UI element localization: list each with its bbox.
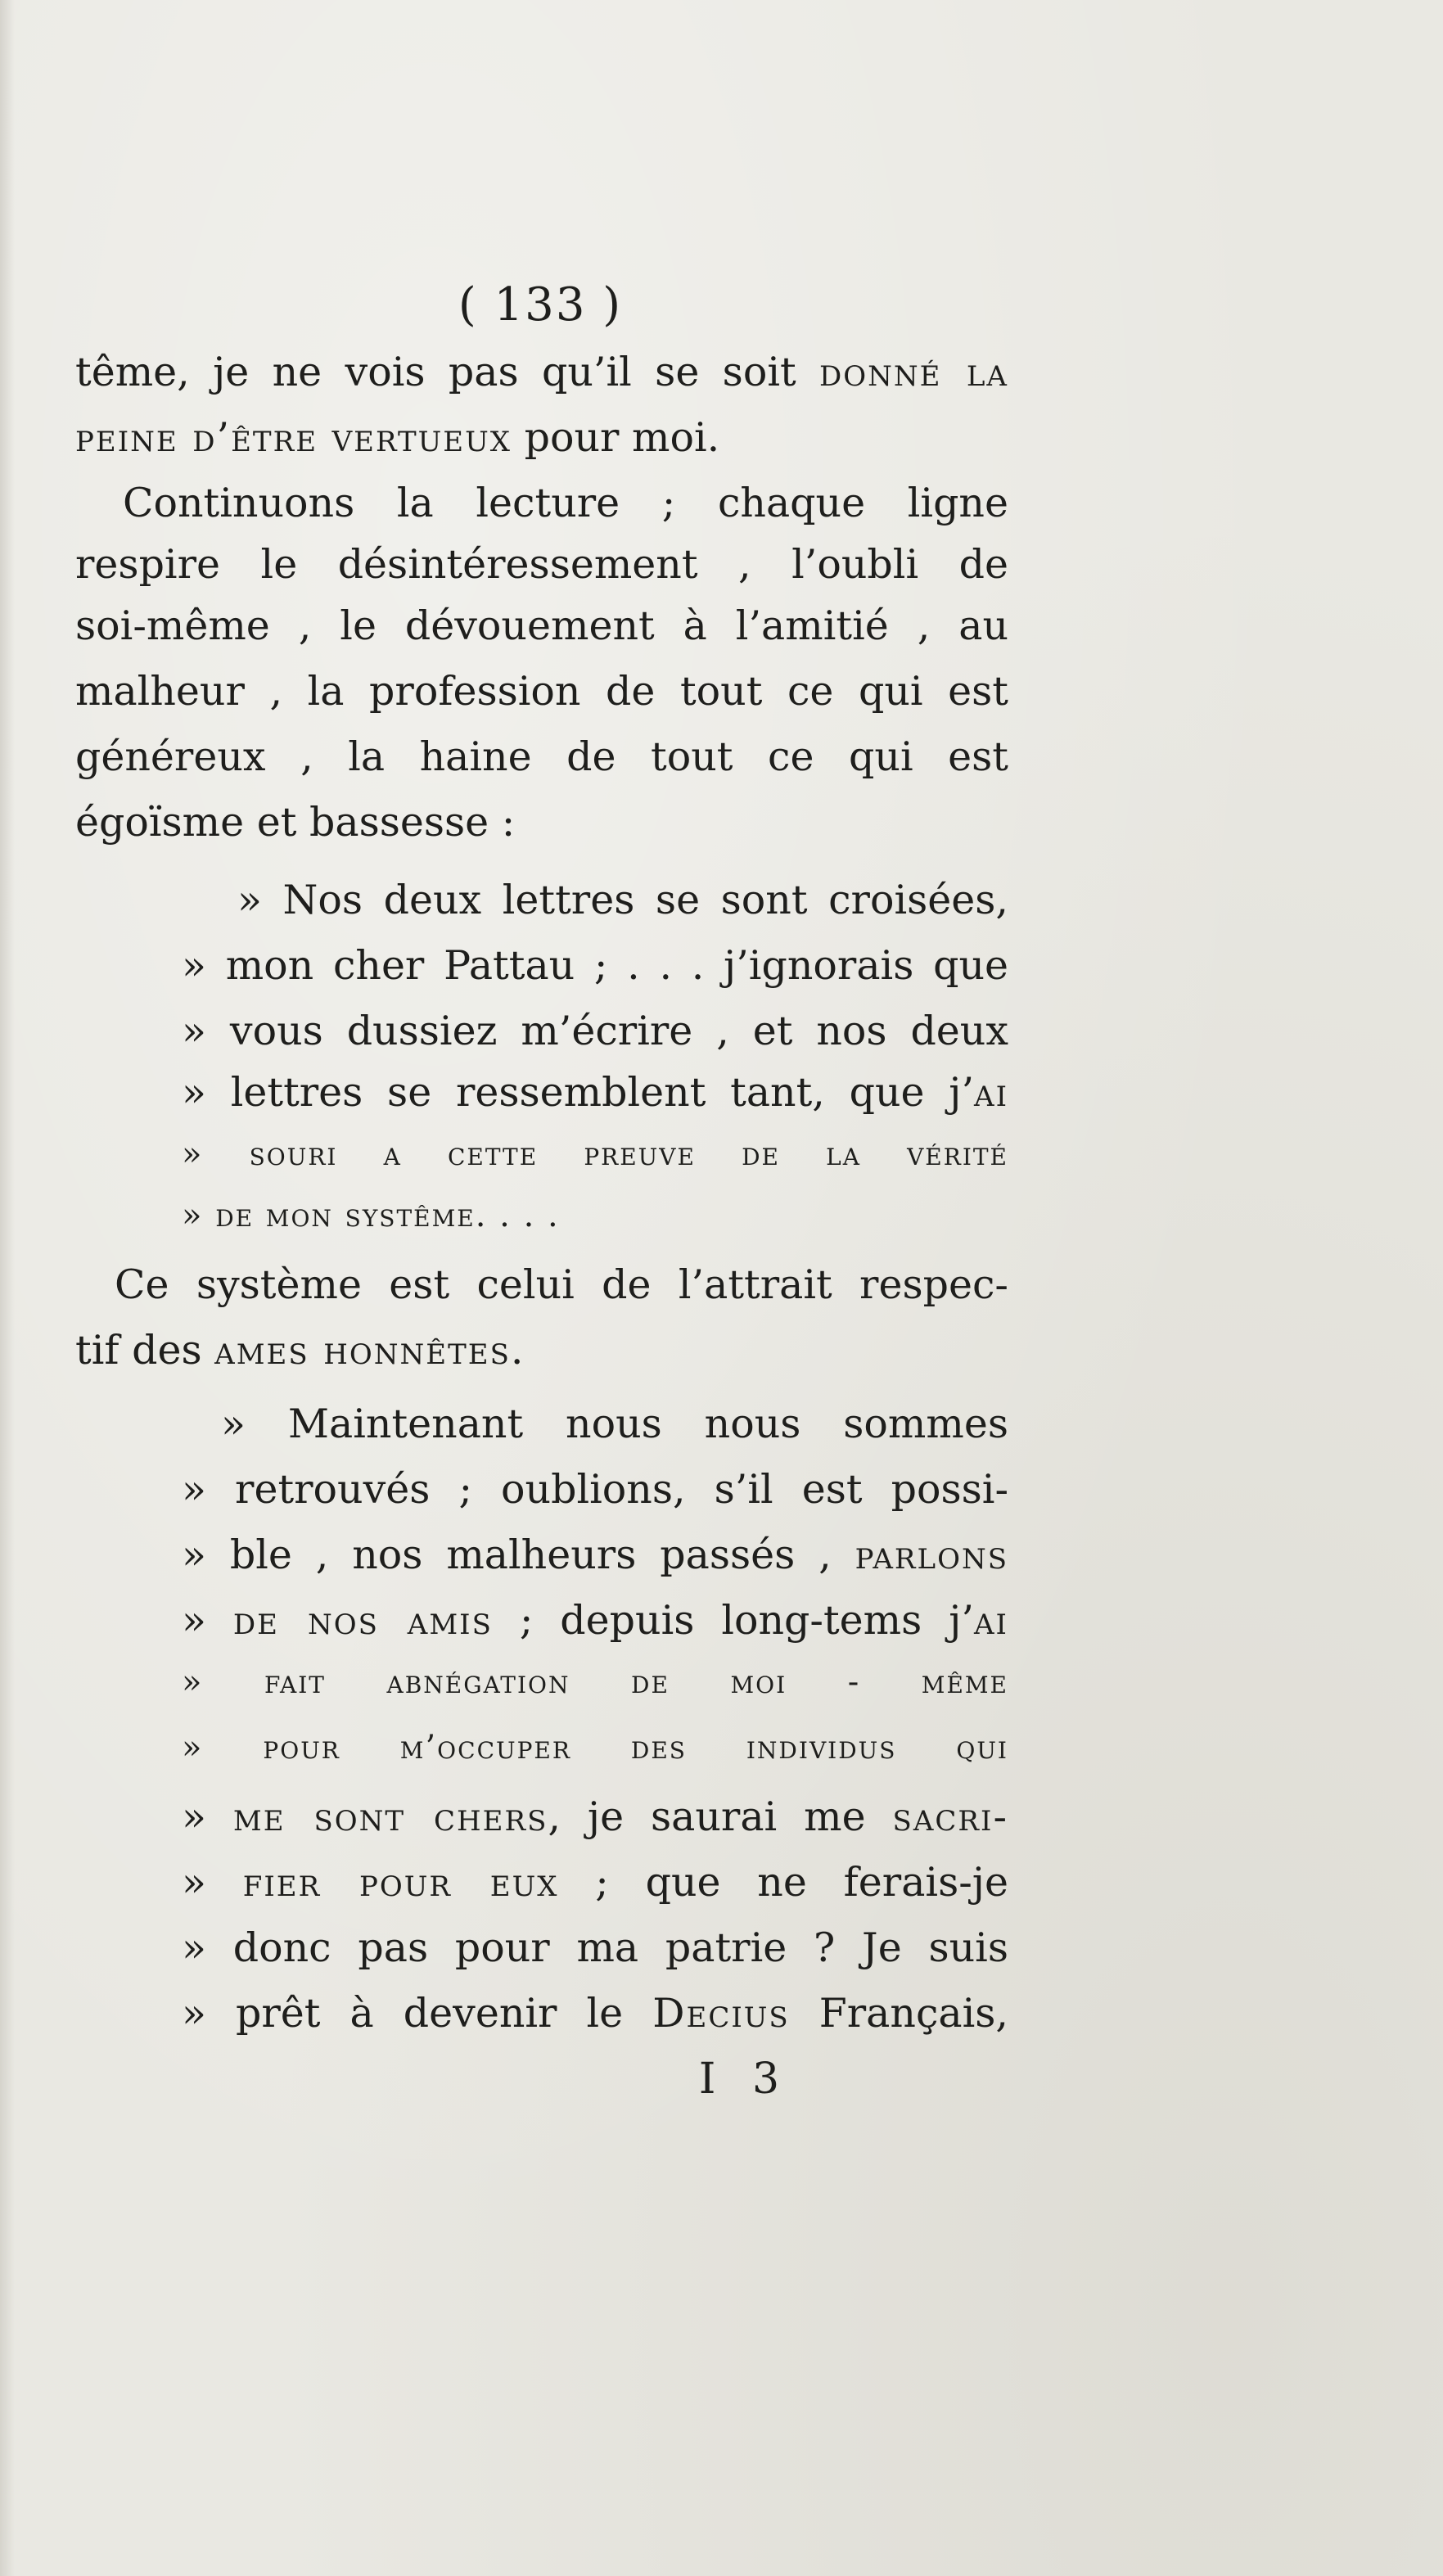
quote-line: » Maintenant nous nous sommes — [221, 1401, 1008, 1447]
text-line: généreux , la haine de tout ce qui est — [75, 733, 1008, 780]
quote-line: » de nos amis ; depuis long-tems j’ai — [182, 1597, 1008, 1644]
signature-mark: I 3 — [698, 2055, 791, 2104]
quote-line: » me sont chers, je saurai me sacri- — [182, 1793, 1008, 1840]
quote-line: » mon cher Pattau ; . . . j’ignorais que — [182, 942, 1008, 989]
quote-line: » prêt à devenir le Decius Français, — [182, 1990, 1008, 2037]
page-edge-shadow — [0, 0, 15, 2576]
text-line: Continuons la lecture ; chaque ligne — [123, 480, 1008, 526]
text-line: tif des ames honnêtes. — [75, 1327, 525, 1374]
text-line: tême, je ne vois pas qu’il se soit donné la — [75, 349, 1008, 395]
quote-line: » lettres se ressemblent tant, que j’ai — [182, 1069, 1008, 1116]
quote-line: » donc pas pour ma patrie ? Je suis — [182, 1924, 1008, 1971]
quote-line: » ble , nos malheurs passés , parlons — [182, 1532, 1008, 1578]
page-number: ( 133 ) — [458, 278, 623, 332]
text-line: respire le désintéressement , l’oubli de — [75, 541, 1008, 588]
quote-line: » fait abnégation de moi - même — [182, 1663, 1008, 1701]
quote-line: » retrouvés ; oublions, s’il est possi- — [182, 1466, 1008, 1513]
quote-line: » de mon systême. . . . — [182, 1197, 560, 1234]
text-line: Ce système est celui de l’attrait respec- — [115, 1261, 1008, 1308]
quote-line: » vous dussiez m’écrire , et nos deux — [182, 1008, 1008, 1054]
quote-line: » fier pour eux ; que ne ferais-je — [182, 1859, 1008, 1906]
quote-line: » pour m’occuper des individus qui — [182, 1729, 1008, 1766]
text-line: malheur , la profession de tout ce qui est — [75, 668, 1008, 715]
text-line: soi-même , le dévouement à l’amitié , au — [75, 602, 1008, 649]
text-line: peine d’être vertueux pour moi. — [75, 414, 720, 461]
quote-line: » Nos deux lettres se sont croisées, — [237, 877, 1008, 923]
quote-line: » souri a cette preuve de la vérité — [182, 1135, 1008, 1173]
text-line: égoïsme et bassesse : — [75, 799, 516, 846]
